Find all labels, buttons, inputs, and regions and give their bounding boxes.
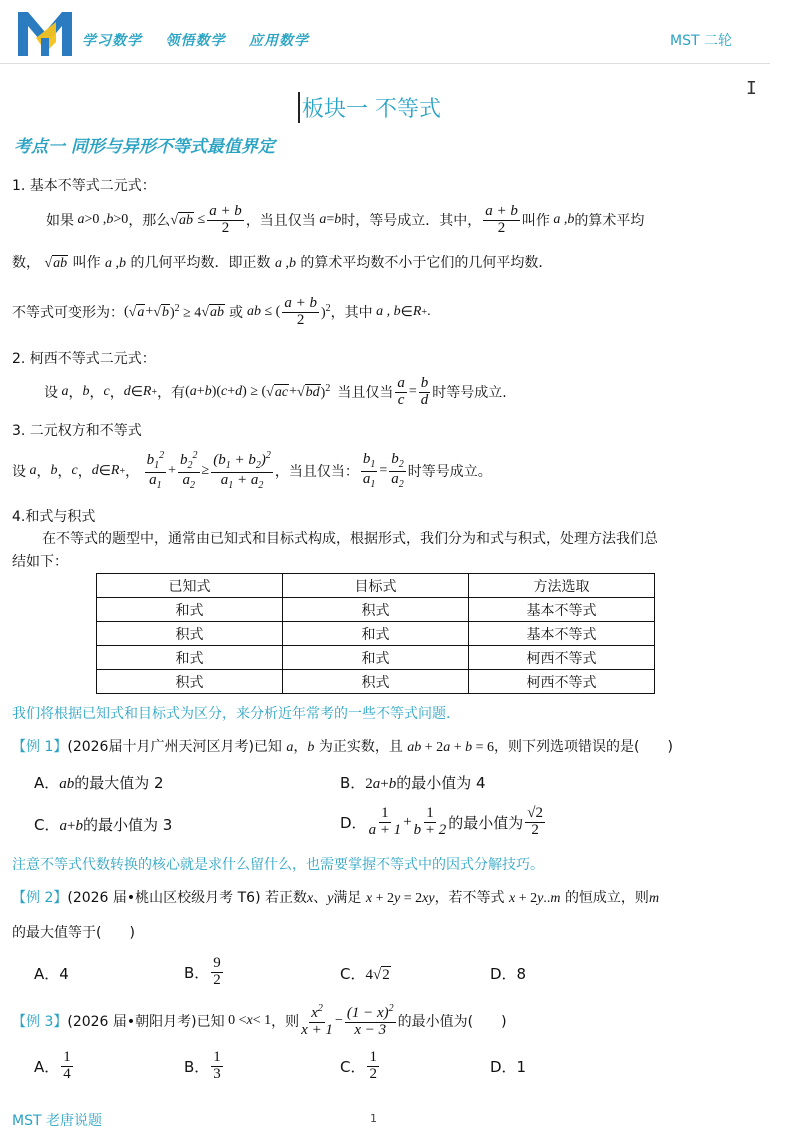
example-3-text-a: 已知 [196,1014,225,1030]
example-2-tag: 【例 2】 [12,890,68,906]
option-text: 的最小值为 4 [396,774,486,792]
example-1-tag: 【例 1】 [12,739,68,755]
table-cell: 和式 [97,598,283,622]
s4-title: 4.和式与积式 [12,509,96,525]
s1-l2-b: 叫作 [72,255,101,271]
example-1-option-a[interactable]: A．ab的最大值为 2 [34,774,164,792]
s1-l3-c: ，其中 [330,305,373,321]
example-1-option-d[interactable]: D． $\frac{1}{a + 1}$ + $\frac{1}{b + 2}$ 的最小值为 $\frac{√2}{2}$ [340,804,544,838]
s2-d: 时等号成立. [432,385,507,401]
page-title [298,92,441,123]
page-title-text: 板块一 不等式 [302,97,441,122]
header-logo [16,8,74,58]
mst-logo-icon [16,8,74,58]
s3-title: 3. 二元权方和不等式 [12,423,142,439]
header-right-label: MST 二轮 [670,33,732,49]
option-label: A． [34,774,60,792]
s2-b: ，有 [157,385,186,401]
example-2-source: (2026 届•桃山区校级月考 T6) [67,890,261,906]
example-3-option-b[interactable]: B． $\frac{1}{3}$ [184,1048,221,1082]
s1-l3-b: 或 [229,305,243,321]
s3-line: 设 a ， b ， c ， d ∈ R + ， $\frac{b_1^2}{a_1}$ + $\frac{b_2^2}{a_2}$ ≥ $\frac{(b_1 + b_2)^2}{a_1 + a_2}$ ，当且仅当： $\frac{b_1}{a_1}$ = $\frac{b_2}{a_2}$ 时等号成立。 [12,450,492,491]
text-cursor-icon: I [746,78,757,99]
table-cell: 柯西不等式 [469,646,655,670]
example-3-option-d[interactable]: D．1 [490,1058,527,1076]
example-1-stem: 【例 1】(2026届十月广州天河区月考)已知 a，b 为正实数，且 ab + 2a + b = 6，则下列选项错误的是( ) [12,739,673,755]
s4-para-1: 在不等式的题型中，通常由已知式和目标式构成，根据形式，我们分为和式与积式，处理方法我们总 [42,531,658,547]
option-label: C． [340,1057,366,1076]
option-label: C． [340,965,366,983]
example-1-source: (2026届十月广州天河区月考) [67,739,254,755]
note-1: 我们将根据已知式和目标式为区分，来分析近年常考的一些不等式问题. [12,706,451,722]
example-2-stem: 【例 2】(2026 届•桃山区校级月考 T6) 若正数x、y满足 x + 2y = 2xy，若不等式 x + 2y..m 的恒成立，则m [12,890,660,906]
s1-l2-c: 的几何平均数．即正数 [130,255,271,271]
example-3-option-a[interactable]: A． $\frac{1}{4}$ [34,1048,71,1082]
s2-line: 设 a ， b ， c ， d ∈ R + ，有 ( a + b )( c + d ) ≥ ( √ac + √bd )$^2$ 当且仅当 $\frac{a}{c}$ = $\frac{b}{d}$ 时等号成立. [44,374,507,408]
example-1-text-c: ，则下列选项错误的是( ) [494,739,673,755]
option-text: 的最大值为 2 [74,774,164,792]
table-row [97,622,655,646]
example-1-text-a: 已知 [253,739,282,755]
slogan-3: 应用数学 [249,33,309,49]
example-3-text-b: ，则 [271,1014,300,1030]
s3-c: 时等号成立。 [407,464,492,480]
table-cell: 积式 [97,622,283,646]
s1-l3-a: 不等式可变形为： [12,305,124,321]
table-cell: 积式 [283,670,469,694]
s3-a: 设 [12,464,26,480]
option-label: C． [34,816,60,834]
table-cell: 基本不等式 [469,598,655,622]
s1-line1: 如果 a >0 , b >0 ，那么 √ab ≤ $\frac{a + b}{2}$ ，当且仅当 a = b 时，等号成立．其中， $\frac{a + b}{2}$ 叫作 a ,b 的算术平均 [46,202,645,236]
header-slogans [82,30,309,50]
example-3-source: (2026 届•朝阳月考) [67,1014,197,1030]
option-label: B． [184,963,210,982]
option-text: 的最小值为 3 [82,816,173,834]
s1-l2-a: 数， [12,255,40,271]
s2-a: 设 [44,385,58,401]
s1-line3: 不等式可变形为： ( √a + √b )$^2$ ≥ 4 √ab 或 ab ≤ ( $\frac{a + b}{2}$ )$^2$ ，其中 a , b ∈ R + . [12,294,431,328]
example-2-option-a[interactable]: A．4 [34,965,69,983]
footer-left: MST 老唐说题 [12,1113,102,1129]
table-row [97,598,655,622]
s1-l1-f: 的算术平均 [574,213,645,229]
table-cell: 积式 [283,598,469,622]
table-header-cell: 目标式 [283,574,469,598]
slogan-2: 领悟数学 [165,33,226,49]
example-2-option-c[interactable]: C．4√2 [340,965,390,983]
example-3-tag: 【例 3】 [12,1014,68,1030]
s1-l1-e: 叫作 [521,213,550,229]
table-header-cell: 已知式 [97,574,283,598]
table-row [97,670,655,694]
s1-l1-b: ，那么 [128,213,171,229]
option-label: D． [340,813,367,832]
slogan-1: 学习数学 [82,33,142,49]
option-text: 的最小值为 [448,813,524,832]
table-cell: 和式 [283,622,469,646]
methods-table [96,573,655,694]
s4-para-2: 结如下： [12,554,68,570]
page-number: 1 [370,1112,377,1125]
table-header-row [97,574,655,598]
s3-b: ，当且仅当： [274,464,359,480]
s2-c: 当且仅当 [337,385,394,401]
s1-l2-d: 的算术平均数不小于它们的几何平均数． [300,255,553,271]
example-2-option-b[interactable]: B． $\frac{9}{2}$ [184,954,221,988]
example-2-option-d[interactable]: D．8 [490,965,527,983]
s1-line2: 数， √ab 叫作 a ,b 的几何平均数．即正数 a ,b 的算术平均数不小于它们的几何平均数． [12,255,553,271]
table-cell: 和式 [283,646,469,670]
s1-l1-a: 如果 [46,213,74,229]
option-label: B． [340,774,366,792]
s1-l1-d: 时，等号成立．其中， [341,213,482,229]
table-cell: 柯西不等式 [469,670,655,694]
section-heading: 考点一 同形与异形不等式最值界定 [14,137,275,157]
option-label: B． [184,1057,210,1076]
example-2-text-c: ，若不等式 [434,890,505,906]
example-3-text-c: 的最小值为( ) [397,1014,507,1030]
example-2-text-d: 的恒成立，则 [564,890,649,906]
example-2-line2-text: 的最大值等于( ) [12,925,135,941]
s1-l1-c: ，当且仅当 [245,213,316,229]
example-1-text-b: 为正实数，且 [318,739,403,755]
example-3-option-c[interactable]: C． $\frac{1}{2}$ [340,1048,377,1082]
header-rule [0,63,770,64]
example-2-text-a: 若正数 [264,890,307,906]
s1-title: 1. 基本不等式二元式： [12,178,156,194]
table-cell: 基本不等式 [469,622,655,646]
table-row [97,646,655,670]
s2-title: 2. 柯西不等式二元式： [12,351,156,367]
table-cell: 和式 [97,646,283,670]
example-2-text-b: 满足 [333,890,362,906]
example-1-option-c[interactable]: C．a+b的最小值为 3 [34,816,173,834]
table-cell: 积式 [97,670,283,694]
option-label: A． [34,1057,60,1076]
note-2: 注意不等式代数转换的核心就是求什么留什么，也需要掌握不等式中的因式分解技巧。 [12,857,544,873]
table-header-cell: 方法选取 [469,574,655,598]
example-2-line-2 [12,922,135,942]
example-1-option-b[interactable]: B．2a+b的最小值为 4 [340,774,486,792]
example-3-stem: 【例 3】 (2026 届•朝阳月考) 已知 0 < x < 1 ，则 $\frac{x^2}{x + 1}$ − $\frac{(1 - x)^2}{x - 3}$ 的最小值为( ) [12,1002,507,1038]
